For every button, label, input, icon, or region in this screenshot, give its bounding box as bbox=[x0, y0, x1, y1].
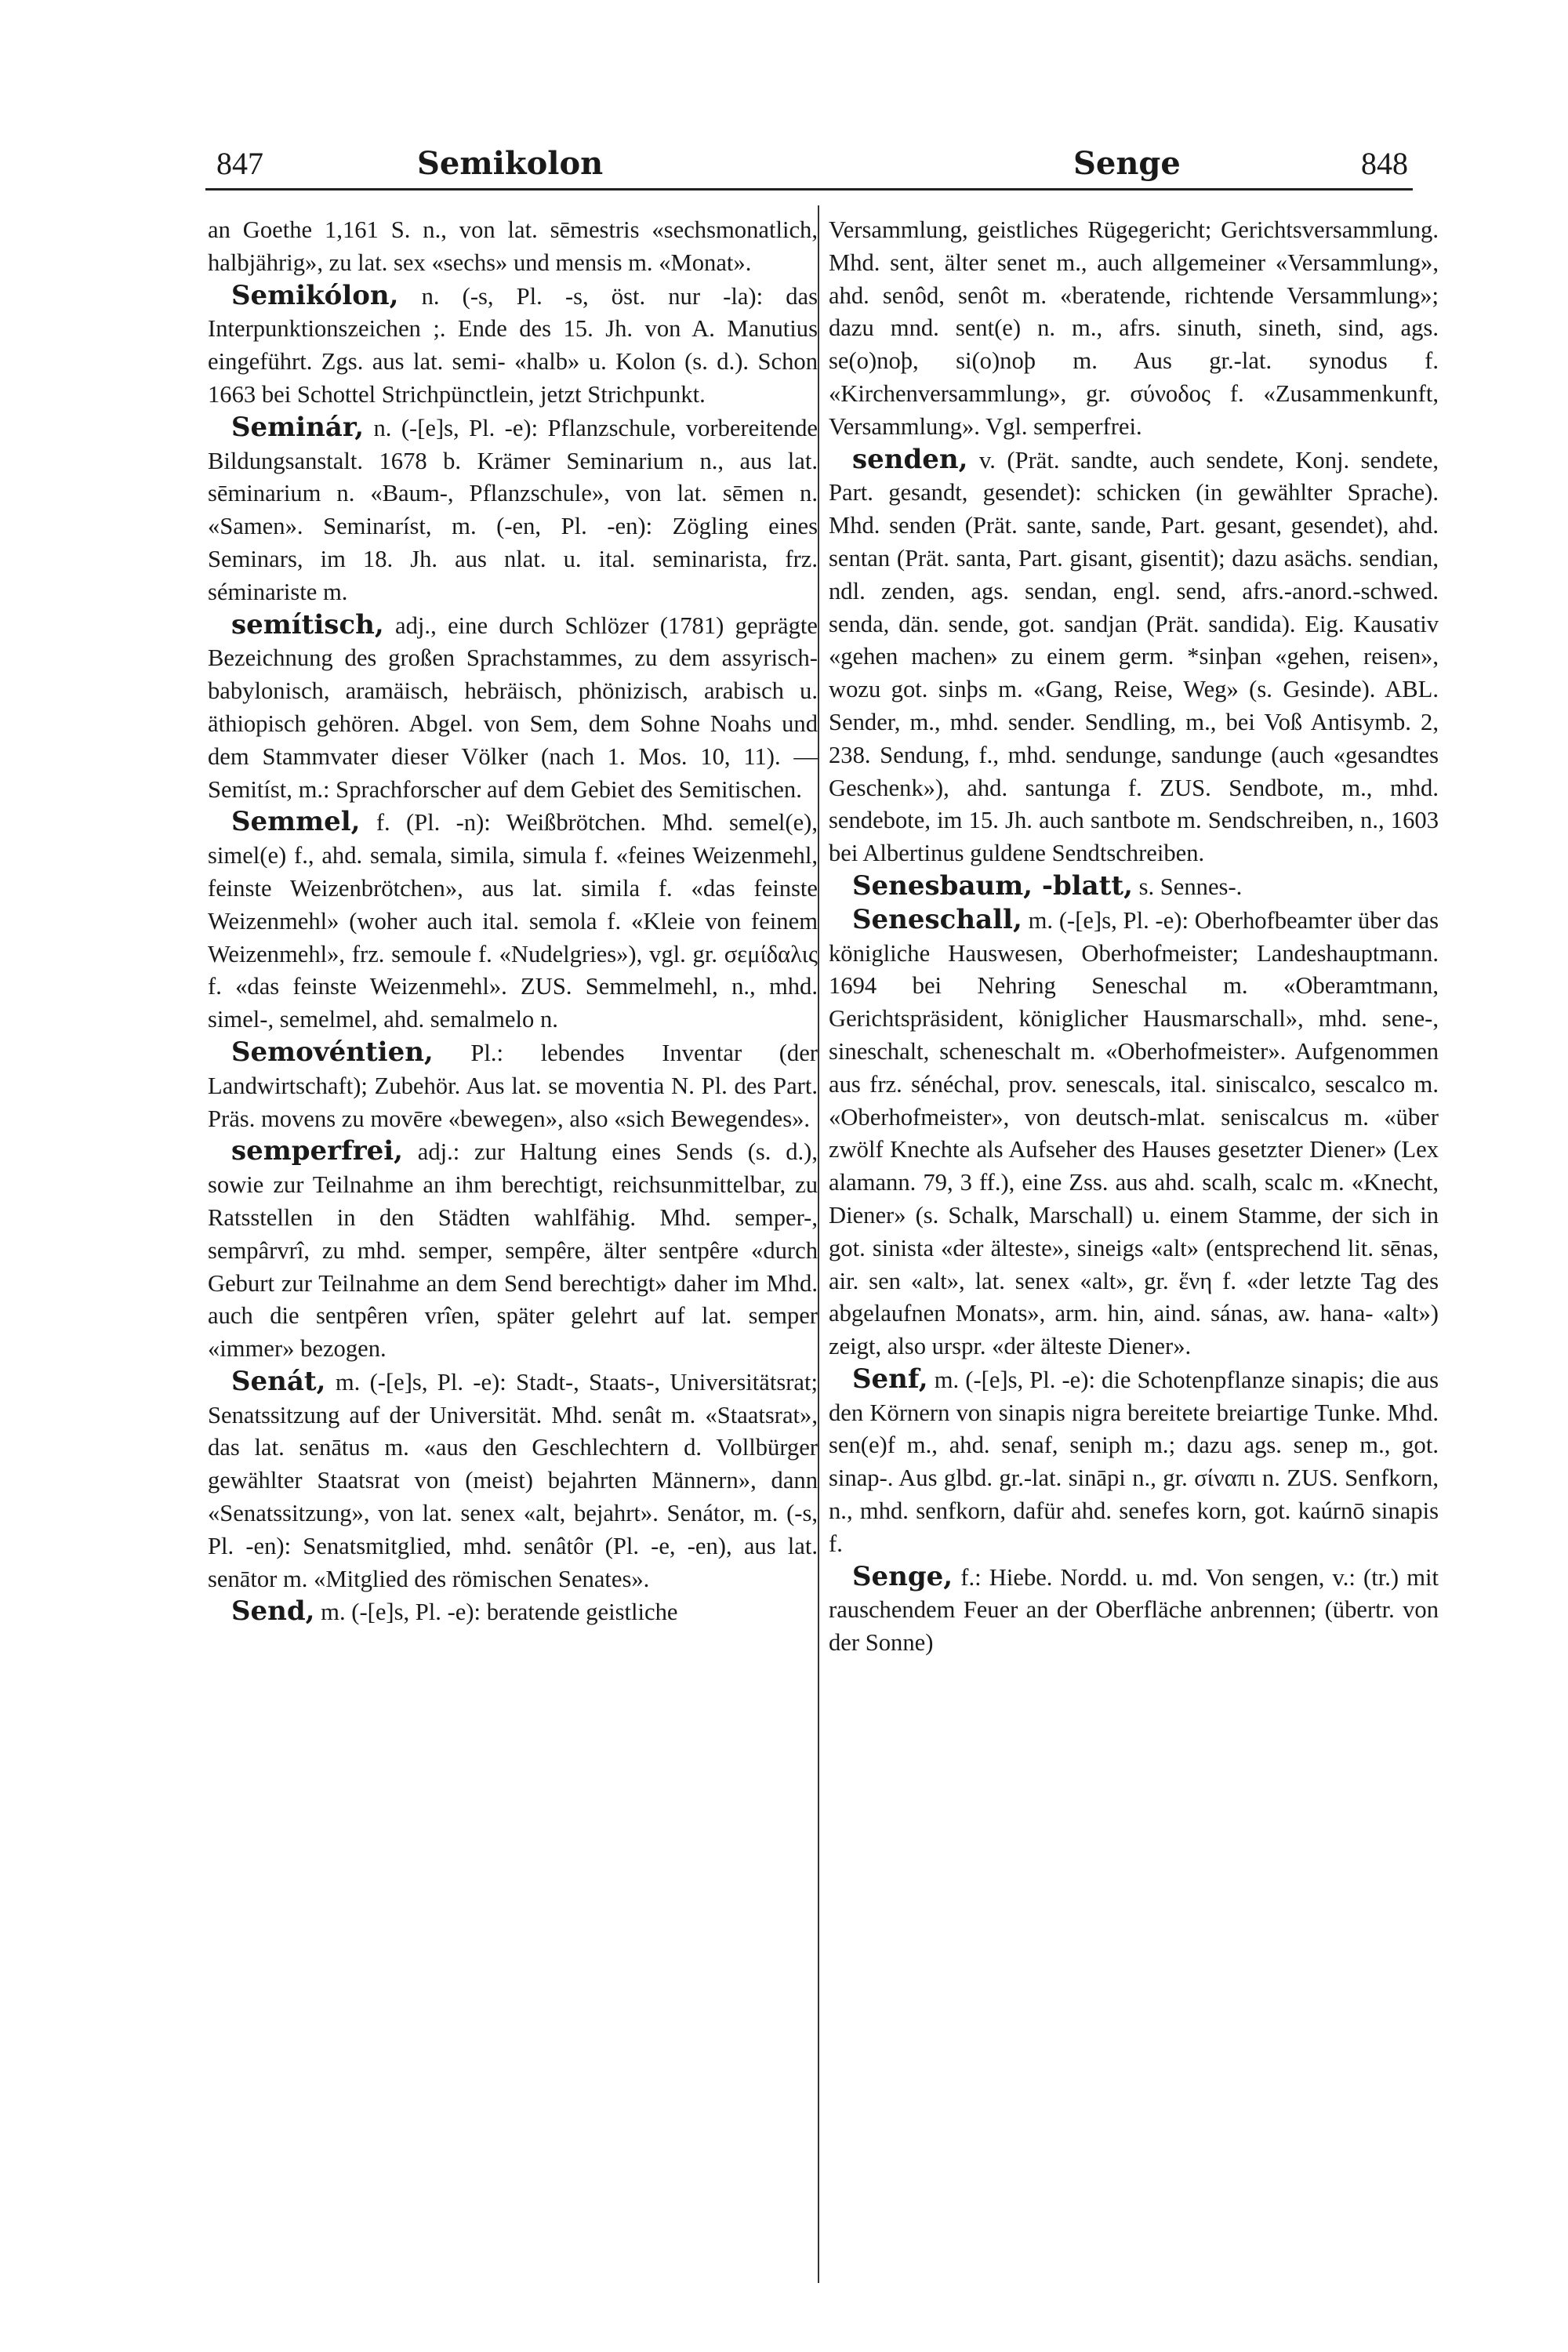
left-column bbox=[208, 213, 818, 2275]
entry-text: Versammlung, geistliches Rügegericht; Gerichtsversammlung. Mhd. sent, älter senet m., auch allgemeiner «Versammlung», ahd. senôd, senôt m. «beratende, richtende Versammlung»; dazu mnd. sent(e) n. m., afrs. sinuth, sineth, sind, ags. se(o)noþ, si(o)noþ m. Aus gr.-lat. synodus f. «Kirchenversammlung», gr. σύνοδος f. «Zusammenkunft, Versammlung». Vgl. semperfrei. bbox=[829, 216, 1439, 440]
entry-text: m. (-[e]s, Pl. -e): beratende geistliche bbox=[314, 1599, 678, 1626]
dictionary-entry bbox=[208, 1595, 818, 1629]
entry-text: s. Sennes-. bbox=[1132, 873, 1243, 900]
dictionary-entry bbox=[829, 870, 1439, 904]
entry-headword: semperfrei, bbox=[231, 1135, 403, 1167]
entry-text: m. (-[e]s, Pl. -e): Stadt-, Staats-, Universitätsrat; Senatssitzung auf der Universität. Mhd. senât m. «Staatsrat», das lat. senātus m. «aus den Geschlechtern d. Vollbürger gewählter Staatsrat von (meist) bejahrten Männern», dann «Senatssitzung», von lat. senex «alt, bejahrt». Senátor, m. (-s, Pl. -en): Senatsmitglied, mhd. senâtôr (Pl. -e, -en), aus lat. senātor m. «Mitglied des römischen Senates». bbox=[208, 1368, 818, 1592]
entry-headword: Semovéntien, bbox=[231, 1036, 434, 1068]
entry-headword: Senesbaum, -blatt, bbox=[852, 869, 1133, 902]
header-rule bbox=[205, 188, 1413, 191]
entry-headword: Seminár, bbox=[231, 411, 365, 443]
dictionary-entry bbox=[208, 1036, 818, 1135]
dictionary-entry bbox=[208, 609, 818, 807]
dictionary-entry bbox=[208, 1366, 818, 1596]
column-divider bbox=[818, 205, 819, 2283]
page-header bbox=[205, 140, 1413, 194]
dictionary-entry bbox=[208, 213, 818, 280]
left-page-number: 847 bbox=[216, 146, 263, 181]
entry-headword: Senát, bbox=[231, 1365, 326, 1397]
dictionary-entry bbox=[208, 806, 818, 1036]
dictionary-entry bbox=[829, 213, 1439, 444]
dictionary-entry bbox=[208, 1135, 818, 1366]
entry-text: n. (-s, Pl. -s, öst. nur -la): das Interpunktionszeichen ;. Ende des 15. Jh. von A. Manutius eingeführt. Zgs. aus lat. semi- «halb» u. Kolon (s. d.). Schon 1663 bei Schottel Strichpünctlein, jetzt Strichpunkt. bbox=[208, 282, 818, 408]
entry-headword: semítisch, bbox=[231, 608, 384, 641]
entry-text: an Goethe 1,161 S. n., von lat. sēmestris «sechsmonatlich, halbjährig», zu lat. sex «sechs» und mensis m. «Monat». bbox=[208, 216, 818, 276]
entry-headword: Semmel, bbox=[231, 806, 361, 838]
dictionary-entry bbox=[829, 444, 1439, 870]
right-column bbox=[829, 213, 1439, 2275]
entry-text: adj., eine durch Schlözer (1781) geprägte Bezeichnung des großen Sprachstammes, zu dem assyrisch-babylonisch, aramäisch, hebräisch, phönizisch, arabisch u. äthiopisch gehören. Abgel. von Sem, dem Sohne Noahs und dem Stammvater dieser Völker (nach 1. Mos. 10, 11). — Semitíst, m.: Sprachforscher auf dem Gebiet des Semitischen. bbox=[208, 612, 818, 803]
entry-text: m. (-[e]s, Pl. -e): die Schotenpflanze sinapis; die aus den Körnern von sinapis nigra bereitete breiartige Tunke. Mhd. sen(e)f m., ahd. senaf, seniph m.; dazu ags. senep m., got. sinap-. Aus glbd. gr.-lat. sināpi n., gr. σίναπι n. ZUS. Senfkorn, n., mhd. senfkorn, dafür ahd. senefes korn, got. kaúrnō sinapis f. bbox=[829, 1366, 1439, 1557]
entry-headword: Semikólon, bbox=[231, 279, 399, 311]
entry-text: n. (-[e]s, Pl. -e): Pflanzschule, vorbereitende Bildungsanstalt. 1678 b. Krämer Seminarium n., aus lat. sēminarium n. «Baum-, Pflanzschule», von lat. sēmen n. «Samen». Seminaríst, m. (-en, Pl. -en): Zögling eines Seminars, im 18. Jh. aus nlat. u. ital. seminarista, frz. séminariste m. bbox=[208, 414, 818, 605]
entry-text: Pl.: lebendes Inventar (der Landwirtschaft); Zubehör. Aus lat. se moventia N. Pl. des Part. Präs. movens zu movēre «bewegen», also «sich Bewegendes». bbox=[208, 1039, 818, 1132]
entry-headword: Seneschall, bbox=[852, 903, 1022, 935]
entry-headword: Send, bbox=[231, 1595, 315, 1628]
right-page-number: 848 bbox=[1361, 146, 1408, 181]
entry-headword: senden, bbox=[852, 443, 968, 475]
entry-text: adj.: zur Haltung eines Sends (s. d.), sowie zur Teilnahme an ihm berechtigt, reichsunmittelbar, zu Ratsstellen in den Städten wahlfähig. Mhd. semper-, sempârvrî, zu mhd. semper, sempêre, älter sentpêre «durch Geburt zur Teilnahme an dem Send berechtigt» daher im Mhd. auch die sentpêren vrîen, später gelehrt auf lat. semper «immer» bezogen. bbox=[208, 1138, 818, 1363]
dictionary-entry bbox=[829, 1561, 1439, 1660]
entry-headword: Senf, bbox=[852, 1363, 928, 1395]
right-running-headword: Senge bbox=[1073, 145, 1181, 182]
dictionary-entry bbox=[208, 412, 818, 609]
left-running-headword: Semikolon bbox=[417, 145, 604, 182]
dictionary-entry bbox=[208, 280, 818, 412]
dictionary-entry bbox=[829, 1363, 1439, 1561]
entry-headword: Senge, bbox=[852, 1560, 953, 1592]
entry-text: v. (Prät. sandte, auch sendete, Konj. sendete, Part. gesandt, gesendet): schicken (in gewählter Sprache). Mhd. senden (Prät. sante, sande, Part. gesant, gesendet), ahd. sentan (Prät. santa, Part. gisant, gisentit); dazu asächs. sendian, ndl. zenden, ags. sendan, engl. send, afrs.-anord.-schwed. senda, dän. sende, got. sandjan (Prät. sandida). Eig. Kausativ «gehen machen» zu einem germ. *sinþan «gehen, reisen», wozu got. sinþs m. «Gang, Reise, Weg» (s. Gesinde). ABL. Sender, m., mhd. sender. Sendling, m., bei Voß Antisymb. 2, 238. Sendung, f., mhd. sendunge, sandunge (auch «gesandtes Geschenk»), ahd. santunga f. ZUS. Sendbote, m., mhd. sendebote, im 15. Jh. auch santbote m. Sendschreiben, n., 1603 bei Albertinus guldene Sendtschreiben. bbox=[829, 446, 1439, 867]
entry-text: m. (-[e]s, Pl. -e): Oberhofbeamter über das königliche Hauswesen, Oberhofmeister; Landeshauptmann. 1694 bei Nehring Seneschal m. «Oberamtmann, Gerichtspräsident, königlicher Hausmarschall», mhd. sene-, sineschalt, scheneschalt m. «Oberhofmeister». Aufgenommen aus frz. sénéchal, prov. senescals, ital. siniscalco, sescalco m. «Oberhofmeister», von deutsch-mlat. seniscalcus m. «über zwölf Knechte als Aufseher des Hauses gesetzter Diener» (Lex alamann. 79, 3 ff.), eine Zss. aus ahd. scalh, scalc m. «Knecht, Diener» (s. Schalk, Marschall) u. einem Stamme, der sich in got. sinista «der älteste», sineigs «alt» (entsprechend lit. sēnas, air. sen «alt», lat. senex «alt», gr. ἕνη f. «der letzte Tag des abgelaufnen Monats», arm. hin, aind. sánas, aw. hana- «alt») zeigt, also urspr. «der älteste Diener». bbox=[829, 906, 1439, 1360]
dictionary-entry bbox=[829, 904, 1439, 1363]
entry-text: f. (Pl. -n): Weißbrötchen. Mhd. semel(e), simel(e) f., ahd. semala, simila, simula f. «feines Weizenmehl, feinste Weizenbrötchen», aus lat. simila f. «das feinste Weizenmehl» (woher auch ital. semola f. «Kleie von feinem Weizenmehl», frz. semoule f. «Nudelgries»), vgl. gr. σεμίδαλις f. «das feinste Weizenmehl». ZUS. Semmelmehl, n., mhd. simel-, semelmel, ahd. semalmelo n. bbox=[208, 809, 818, 1033]
entry-text: f.: Hiebe. Nordd. u. md. Von sengen, v.: (tr.) mit rauschendem Feuer an der Oberfläche anbrennen; (übertr. von der Sonne) bbox=[829, 1563, 1439, 1657]
